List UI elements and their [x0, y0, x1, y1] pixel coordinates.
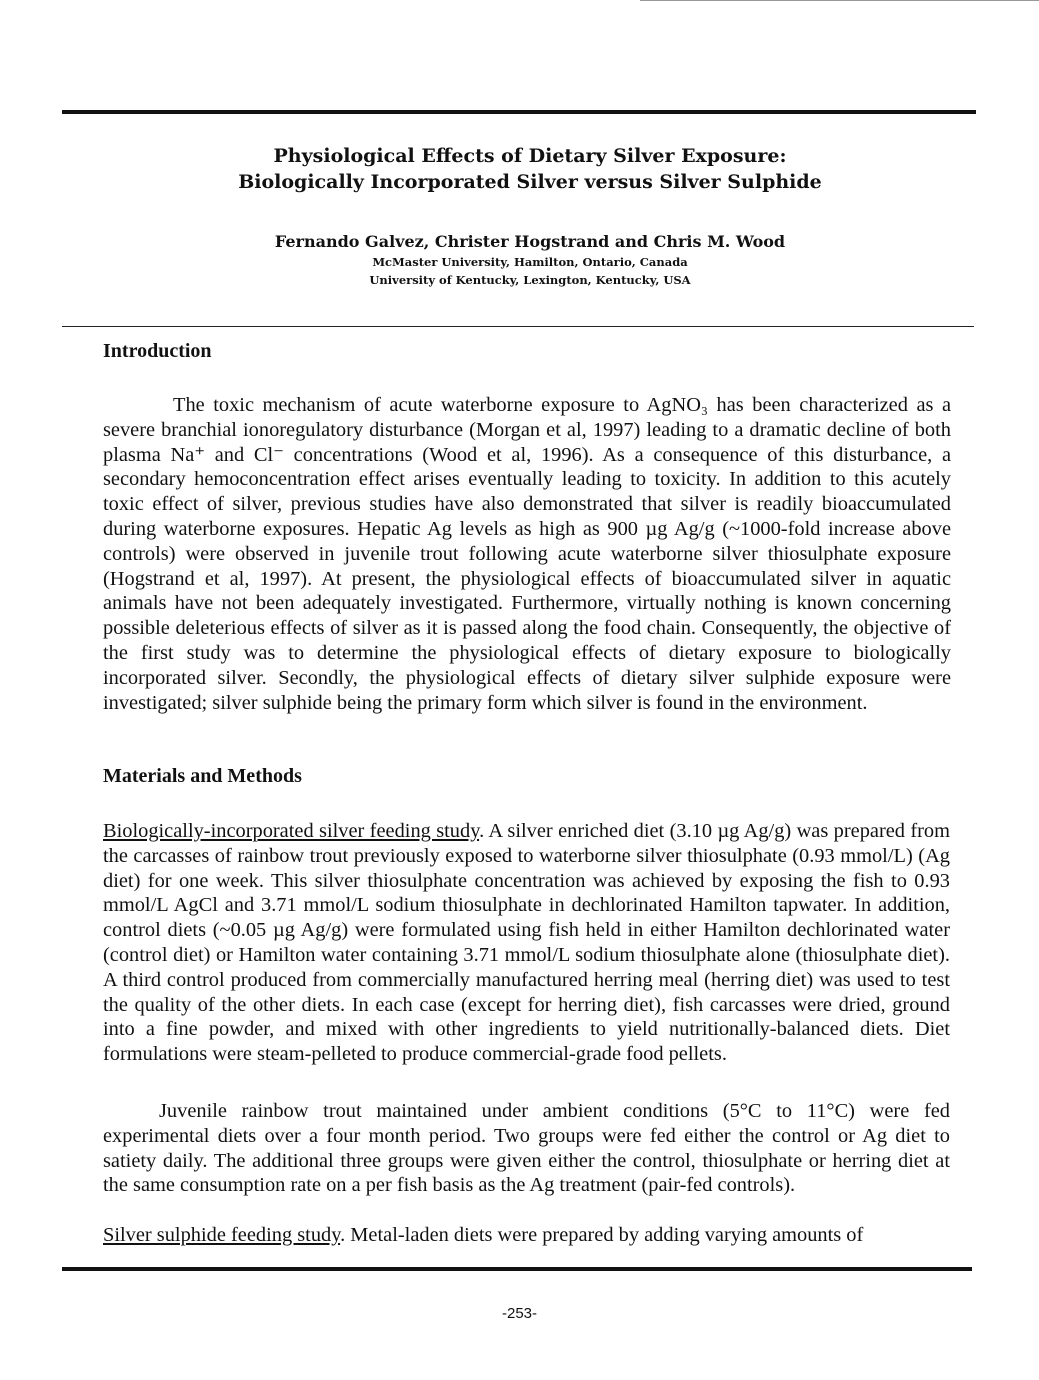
sulphide-study-lead: Silver sulphide feeding study	[103, 1224, 341, 1246]
paper-title-line-1: Physiological Effects of Dietary Silver Exposure:	[273, 145, 787, 167]
bio-study-text: . A silver enriched diet (3.10 µg Ag/g) was prepared from the carcasses of rainbow trout previously exposed to waterborne silver thiosulphate (0.93 mmol/L) (Ag diet) for one week. This silver thiosulphate concentration was achieved by exposing the fish to 0.93 mmol/L AgCl and 3.71 mmol/L sodium thiosulphate in dechlorinated Hamilton tapwater. In addition, control diets (~0.05 µg Ag/g) were formulated using fish held in either Hamilton dechlorinated water (control diet) or Hamilton water containing 3.71 mmol/L sodium thiosulphate alone (thiosulphate diet). A third control produced from commercially manufactured herring meal (herring diet) was used to test the quality of the other diets. In each case (except for herring diet), fish carcasses were dried, ground into a fine powder, and mixed with other ingredients to yield nutritionally-balanced diets. Diet formulations were steam-pelleted to produce commercial-grade food pellets.	[103, 820, 950, 1066]
sulphide-study-paragraph	[103, 1223, 913, 1248]
sulphide-study-text: . Metal-laden diets were prepared by adding varying amounts of	[340, 1224, 864, 1246]
juvenile-trout-paragraph: Juvenile rainbow trout maintained under ambient conditions (5°C to 11°C) were fed experimental diets over a four month period. Two groups were fed either the control or Ag diet to satiety daily. The additional three groups were given either the control, thiosulphate or herring diet at the same consumption rate on a per fish basis as the Ag treatment (pair-fed controls).	[103, 1100, 950, 1197]
section-divider	[62, 326, 974, 327]
top-corner-line	[640, 0, 1039, 1]
bio-study-paragraph	[103, 819, 950, 1067]
bottom-rule	[62, 1267, 972, 1271]
page-number: -253-	[501, 1305, 538, 1322]
authors: Fernando Galvez, Christer Hogstrand and Chris M. Wood	[274, 232, 786, 251]
affiliation-2: University of Kentucky, Lexington, Kentucky, USA	[369, 273, 691, 287]
introduction-heading: Introduction	[103, 340, 212, 362]
paper-title-line-2: Biologically Incorporated Silver versus Silver Sulphide	[238, 171, 822, 193]
affiliation-1: McMaster University, Hamilton, Ontario, Canada	[372, 255, 688, 269]
introduction-paragraph: The toxic mechanism of acute waterborne exposure to AgNO₃ has been characterized as a severe branchial ionoregulatory disturbance (Morgan et al, 1997) leading to a dramatic decline of both plasma Na⁺ and Cl⁻ concentrations (Wood et al, 1996). As a consequence of this disturbance, a secondary hemoconcentration effect arises eventually leading to toxicity. In addition to this acutely toxic effect of silver, previous studies have also demonstrated that silver is readily bioaccumulated during waterborne exposures. Hepatic Ag levels as high as 900 µg Ag/g (~1000-fold increase above controls) were observed in juvenile trout following acute waterborne silver thiosulphate exposure (Hogstrand et al, 1997). At present, the physiological effects of bioaccumulated silver in aquatic animals have not been adequately investigated. Furthermore, virtually nothing is known concerning possible deleterious effects of silver as it is passed along the food chain. Consequently, the objective of the first study was to determine the physiological effects of dietary exposure to biologically incorporated silver. Secondly, the physiological effects of dietary silver sulphide exposure were investigated; silver sulphide being the primary form which silver is found in the environment.	[103, 394, 951, 714]
methods-heading: Materials and Methods	[103, 765, 302, 787]
bio-study-lead: Biologically-incorporated silver feeding study	[103, 820, 480, 842]
top-rule	[62, 110, 976, 114]
